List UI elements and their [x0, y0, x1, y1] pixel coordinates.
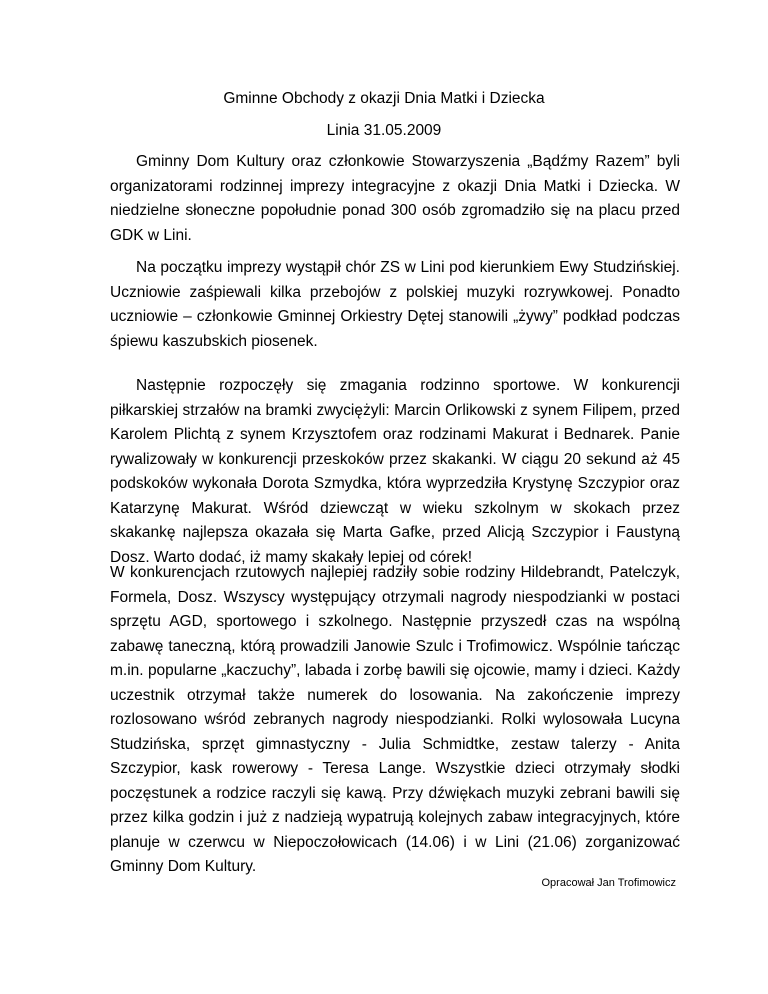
author-signature: Opracował Jan Trofimowicz	[541, 877, 676, 889]
paragraph-1	[110, 150, 680, 248]
paragraph-4	[110, 561, 680, 880]
date-line: Linia 31.05.2009	[326, 122, 442, 139]
paragraph-text: W konkurencjach rzutowych najlepiej radziły sobie rodziny Hildebrandt, Patelczyk, Formela, Dosz. Wszyscy występujący otrzymali nagrody niespodzianki w postaci sprzętu AGD, sportowego i szkolnego. Następnie przyszedł czas na wspólną zabawę taneczną, którą prowadzili Janowie Szulc i Trofimowicz. Wspólnie tańcząc m.in. popularne „kaczuchy”, labada i zorbę bawili się ojcowie, mamy i dzieci. Każdy uczestnik otrzymał także numerek do losowania. Na zakończenie imprezy rozlosowano wśród zebranych nagrody niespodzianki. Rolki wylosowała Lucyna Studzińska, sprzęt gimnastyczny - Julia Schmidtke, zestaw talerzy - Anita Szczypior, kask rowerowy - Teresa Lange. Wszystkie dzieci otrzymały słodki poczęstunek a rodzice raczyli się kawą. Przy dźwiękach muzyki zebrani bawili się przez kilka godzin i już z nadzieją wypatrują kolejnych zabaw integracyjnych, które planuje w czerwcu w Niepoczołowicach (14.06) i w Lini (21.06) zorganizować Gminny Dom Kultury.	[110, 564, 680, 875]
paragraph-2	[110, 256, 680, 354]
document-title: Gminne Obchody z okazji Dnia Matki i Dziecka	[223, 90, 545, 107]
paragraph-3	[110, 374, 680, 570]
paragraph-text: Gminny Dom Kultury oraz członkowie Stowarzyszenia „Bądźmy Razem” byli organizatorami rodzinnej imprezy integracyjne z okazji Dnia Matki i Dziecka. W niedzielne słoneczne popołudnie ponad 300 osób zgromadziło się na placu przed GDK w Lini.	[110, 153, 680, 244]
paragraph-text: Na początku imprezy wystąpił chór ZS w Lini pod kierunkiem Ewy Studzińskiej. Uczniowie zaśpiewali kilka przebojów z polskiej muzyki rozrywkowej. Ponadto uczniowie – członkowie Gminnej Orkiestry Dętej stanowili „żywy” podkład podczas śpiewu kaszubskich piosenek.	[110, 259, 680, 350]
paragraph-text: Następnie rozpoczęły się zmagania rodzinno sportowe. W konkurencji piłkarskiej strzałów na bramki zwyciężyli: Marcin Orlikowski z synem Filipem, przed Karolem Plichtą z synem Krzysztofem oraz rodzinami Makurat i Bednarek. Panie rywalizowały w konkurencji przeskoków przez skakanki. W ciągu 20 sekund aż 45 podskoków wykonała Dorota Szmydka, która wyprzedziła Krystynę Szczypior oraz Katarzynę Makurat. Wśród dziewcząt w wieku szkolnym w skokach przez skakankę najlepsza okazała się Marta Gafke, przed Alicją Szczypior i Faustyną Dosz. Warto dodać, iż mamy skakały lepiej od córek!	[110, 377, 680, 566]
